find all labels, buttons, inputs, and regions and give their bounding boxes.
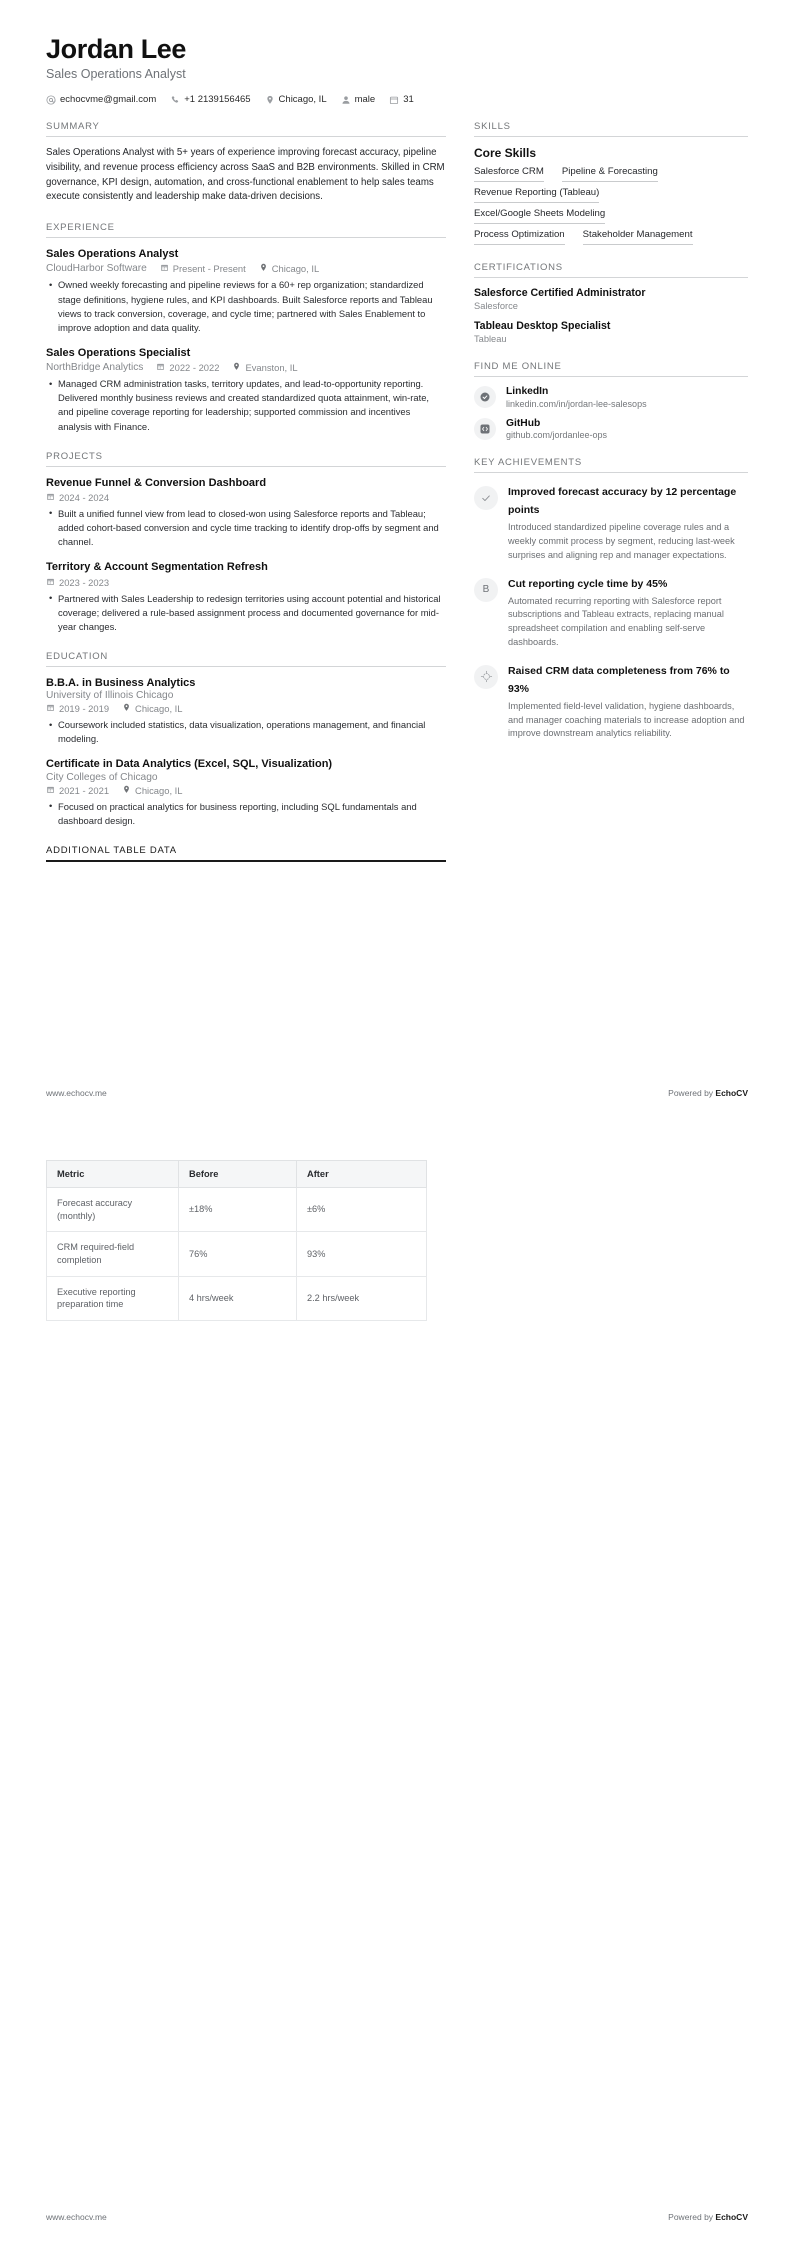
entry-location-value: Chicago, IL: [271, 263, 320, 275]
entry-meta: [46, 263, 446, 274]
certification-item: [474, 320, 748, 344]
page-footer-2: [46, 2212, 748, 2222]
section-title-education: EDUCATION: [46, 650, 108, 662]
divider: [46, 666, 446, 667]
table-row: [47, 1188, 427, 1232]
bullet: • Managed CRM administration tasks, territory updates, and lead-to-opportunity reporting. Delivered monthly business reviews and created standardized quota attainment, win-rate, and pipeline coverage reporting for leadership; supported commission and incentives analysis with Finance.: [58, 377, 446, 433]
footer-powered-by: Powered by: [668, 2212, 716, 2222]
table-cell-after: 2.2 hrs/week: [297, 1276, 427, 1320]
skill-row: [474, 229, 748, 245]
entry-meta: [46, 703, 446, 714]
entry-location-value: Evanston, IL: [245, 362, 298, 374]
calendar-icon: [389, 95, 399, 105]
location-pin-icon: [265, 95, 275, 105]
entry-location-value: Chicago, IL: [135, 703, 183, 715]
entry-bullets: [46, 592, 446, 634]
section-title-key-achievements: KEY ACHIEVEMENTS: [474, 457, 582, 469]
divider: [474, 376, 748, 377]
section-skills: [474, 121, 748, 245]
table-row: [47, 1276, 427, 1320]
skill-row: [474, 166, 748, 182]
entry-meta: [46, 577, 446, 588]
contact-gender: [341, 94, 376, 105]
achievement-title: Cut reporting cycle time by 45%: [508, 577, 668, 590]
location-pin-icon: [122, 703, 131, 714]
entry-bullets: [46, 800, 446, 828]
achievement-title: Raised CRM data completeness from 76% to 93%: [508, 664, 730, 695]
contact-row: [46, 94, 748, 105]
certification-name: Tableau Desktop Specialist: [474, 320, 611, 333]
calendar-icon: [156, 362, 165, 373]
online-link-url[interactable]: github.com/jordanlee-ops: [506, 430, 608, 441]
resume-header: [46, 34, 748, 105]
table-header-row: [47, 1161, 427, 1188]
check-icon: [474, 486, 498, 510]
skills-list: [474, 166, 748, 245]
entry-location: [122, 703, 182, 714]
entry-dates: [156, 362, 219, 373]
phone-icon: [170, 95, 180, 105]
entry-title: Revenue Funnel & Conversion Dashboard: [46, 476, 267, 489]
sparkle-icon: [474, 665, 498, 689]
divider: [46, 860, 446, 862]
table-cell-metric: Executive reporting preparation time: [47, 1276, 179, 1320]
table-cell-after: ±6%: [297, 1188, 427, 1232]
project-entry: [46, 560, 446, 634]
entry-location: [259, 263, 319, 274]
section-title-certifications: CERTIFICATIONS: [474, 262, 563, 274]
section-title-summary: SUMMARY: [46, 121, 100, 133]
experience-entry: [46, 247, 446, 335]
skill-chip: Salesforce CRM: [474, 166, 544, 182]
achievement-item: [474, 482, 748, 562]
section-title-additional-table: ADDITIONAL TABLE DATA: [46, 844, 177, 856]
section-education: [46, 651, 446, 828]
person-icon: [341, 95, 351, 105]
skill-row: [474, 187, 748, 203]
skill-chip: Revenue Reporting (Tableau): [474, 187, 599, 203]
certification-issuer: Salesforce: [474, 301, 518, 312]
email-icon: [46, 95, 56, 105]
table-row: [47, 1232, 427, 1276]
entry-title: Sales Operations Analyst: [46, 248, 179, 261]
entry-org: CloudHarbor Software: [46, 263, 147, 275]
contact-age: [389, 94, 414, 105]
entry-bullets: [46, 377, 446, 433]
calendar-icon: [46, 492, 55, 503]
skill-chip: Process Optimization: [474, 229, 565, 245]
calendar-icon: [46, 703, 55, 714]
entry-dates: [46, 577, 109, 588]
table-cell-after: 93%: [297, 1232, 427, 1276]
entry-dates-value: 2022 - 2022: [169, 362, 220, 374]
location-pin-icon: [232, 362, 241, 373]
divider: [46, 466, 446, 467]
skill-row: [474, 208, 748, 224]
divider: [474, 277, 748, 278]
contact-email-value: echocvme@gmail.com: [60, 94, 157, 106]
entry-org: University of Illinois Chicago: [46, 690, 174, 702]
footer-site[interactable]: www.echocv.me: [46, 1088, 107, 1098]
section-title-skills: SKILLS: [474, 121, 511, 133]
skill-chip: Pipeline & Forecasting: [562, 166, 658, 182]
section-projects: [46, 451, 446, 634]
entry-dates: [46, 703, 109, 714]
location-pin-icon: [122, 785, 131, 796]
entry-location-value: Chicago, IL: [135, 784, 183, 796]
entry-title: Territory & Account Segmentation Refresh: [46, 561, 268, 574]
footer-brand: [668, 2212, 748, 2222]
contact-age-value: 31: [403, 94, 414, 106]
entry-dates-value: 2023 - 2023: [59, 576, 110, 588]
entry-dates-value: 2021 - 2021: [59, 784, 110, 796]
footer-brand-name: EchoCV: [715, 1088, 748, 1098]
left-column: [46, 121, 446, 879]
footer-brand-name: EchoCV: [715, 2212, 748, 2222]
achievement-desc: Implemented field-level validation, hygiene dashboards, and manager coaching materials to increase adoption and improve downstream analytics reliability.: [508, 700, 745, 739]
entry-title: B.B.A. in Business Analytics: [46, 676, 196, 689]
achievement-body: [508, 661, 748, 741]
entry-org: NorthBridge Analytics: [46, 362, 144, 374]
table-cell-before: 76%: [179, 1232, 297, 1276]
section-summary: [46, 121, 446, 205]
entry-location: [232, 362, 297, 373]
entry-meta: [46, 362, 446, 373]
section-certifications: [474, 262, 748, 344]
footer-powered-by: Powered by: [668, 1088, 716, 1098]
entry-dates-value: 2024 - 2024: [59, 491, 110, 503]
certification-item: [474, 287, 748, 311]
table-header-metric: Metric: [47, 1161, 179, 1188]
contact-phone-value: +1 2139156465: [184, 94, 251, 106]
table-cell-before: 4 hrs/week: [179, 1276, 297, 1320]
section-find-me-online: [474, 361, 748, 440]
contact-gender-value: male: [354, 94, 376, 106]
bullet: • Built a unified funnel view from lead to closed-won using Salesforce reports and Tableau; added cohort-based conversion and cycle time tracking to identify drop-offs by segment and channel.: [58, 507, 446, 549]
online-link-linkedin[interactable]: [474, 386, 748, 409]
table-header-before: Before: [179, 1161, 297, 1188]
online-link-text: [506, 386, 647, 409]
achievement-item: [474, 661, 748, 741]
achievement-desc: Automated recurring reporting with Salesforce report subscriptions and Tableau extracts, replacing manual spreadsheet compilation and enabling self-serve dashboards.: [508, 595, 724, 648]
entry-location: [122, 785, 182, 796]
contact-location-value: Chicago, IL: [278, 94, 327, 106]
resume-columns: [46, 121, 748, 879]
section-title-find-me-online: FIND ME ONLINE: [474, 361, 562, 373]
additional-data-table-wrap: [46, 1160, 426, 1321]
location-pin-icon: [259, 263, 268, 274]
achievement-body: [508, 482, 748, 562]
achievement-body: [508, 574, 748, 650]
divider: [46, 136, 446, 137]
online-link-label: LinkedIn: [506, 386, 549, 398]
certification-name: Salesforce Certified Administrator: [474, 287, 646, 300]
online-link-text: [506, 418, 607, 441]
online-link-github[interactable]: [474, 418, 748, 441]
project-entry: [46, 476, 446, 550]
table-cell-metric: Forecast accuracy (monthly): [47, 1188, 179, 1232]
contact-location: [265, 94, 327, 105]
divider: [46, 237, 446, 238]
github-icon: [474, 418, 496, 440]
experience-entry: [46, 346, 446, 434]
contact-phone: [170, 94, 250, 105]
skill-chip: Excel/Google Sheets Modeling: [474, 208, 605, 224]
calendar-icon: [46, 577, 55, 588]
entry-dates: [46, 785, 109, 796]
entry-meta: [46, 785, 446, 796]
linkedin-icon: [474, 386, 496, 408]
bullet: • Owned weekly forecasting and pipeline reviews for a 60+ rep organization; standardized stage definitions, hygiene rules, and KPI dashboards. Built Salesforce reports and Tableau views to track conversion, coverage, and cycle time; partnered with Sales Enablement to improve adoption and data quality.: [58, 278, 446, 334]
footer-brand: [668, 1088, 748, 1098]
page-footer-1: [46, 1088, 748, 1098]
entry-bullets: [46, 507, 446, 549]
table-cell-before: ±18%: [179, 1188, 297, 1232]
entry-title: Sales Operations Specialist: [46, 346, 191, 359]
section-additional-table: [46, 845, 446, 862]
online-link-label: GitHub: [506, 417, 541, 429]
table-header-after: After: [297, 1161, 427, 1188]
entry-bullets: [46, 718, 446, 746]
section-experience: [46, 222, 446, 433]
candidate-role: Sales Operations Analyst: [46, 67, 186, 82]
calendar-icon: [160, 263, 169, 274]
entry-bullets: [46, 278, 446, 334]
additional-data-table: [46, 1160, 427, 1321]
right-column: [474, 121, 748, 758]
bullet: • Coursework included statistics, data visualization, operations management, and financial modeling.: [58, 718, 446, 746]
skills-group-title: Core Skills: [474, 146, 537, 161]
achievement-item: [474, 574, 748, 650]
candidate-name: Jordan Lee: [46, 34, 187, 64]
section-title-experience: EXPERIENCE: [46, 222, 115, 234]
certification-issuer: Tableau: [474, 334, 507, 345]
education-entry: [46, 676, 446, 747]
divider: [474, 136, 748, 137]
achievement-desc: Introduced standardized pipeline coverage rules and a weekly commit process by segment, reducing last-week surprises and aligning rep and manager expectations.: [508, 522, 735, 560]
entry-dates: [160, 263, 246, 274]
skill-chip: Stakeholder Management: [583, 229, 693, 245]
bullet: • Focused on practical analytics for business reporting, including SQL fundamentals and dashboard design.: [58, 800, 446, 828]
summary-text: Sales Operations Analyst with 5+ years of experience improving forecast accuracy, pipeline visibility, and revenue process efficiency across SaaS and B2B environments. Skilled in CRM governance, KPI design, automation, and cross-functional enablement to help sales teams execute consistently and leadership make data-driven decisions.: [46, 147, 445, 203]
achievement-title: Improved forecast accuracy by 12 percentage points: [508, 486, 737, 517]
entry-meta: [46, 492, 446, 503]
bullet: • Partnered with Sales Leadership to redesign territories using account potential and historical coverage; delivered a rule-based assignment process and documented governance for mid-year changes.: [58, 592, 446, 634]
section-key-achievements: [474, 457, 748, 741]
contact-email: [46, 94, 156, 105]
entry-dates-value: Present - Present: [172, 263, 246, 275]
online-link-url[interactable]: linkedin.com/in/jordan-lee-salesops: [506, 398, 647, 409]
entry-title: Certificate in Data Analytics (Excel, SQL, Visualization): [46, 758, 333, 771]
entry-dates: [46, 492, 109, 503]
table-cell-metric: CRM required-field completion: [47, 1232, 179, 1276]
entry-dates-value: 2019 - 2019: [59, 703, 110, 715]
entry-org: City Colleges of Chicago: [46, 771, 158, 783]
education-entry: [46, 757, 446, 828]
divider: [474, 472, 748, 473]
calendar-icon: [46, 785, 55, 796]
letter-b-icon: B: [474, 578, 498, 602]
footer-site[interactable]: www.echocv.me: [46, 2212, 107, 2222]
section-title-projects: PROJECTS: [46, 450, 103, 462]
